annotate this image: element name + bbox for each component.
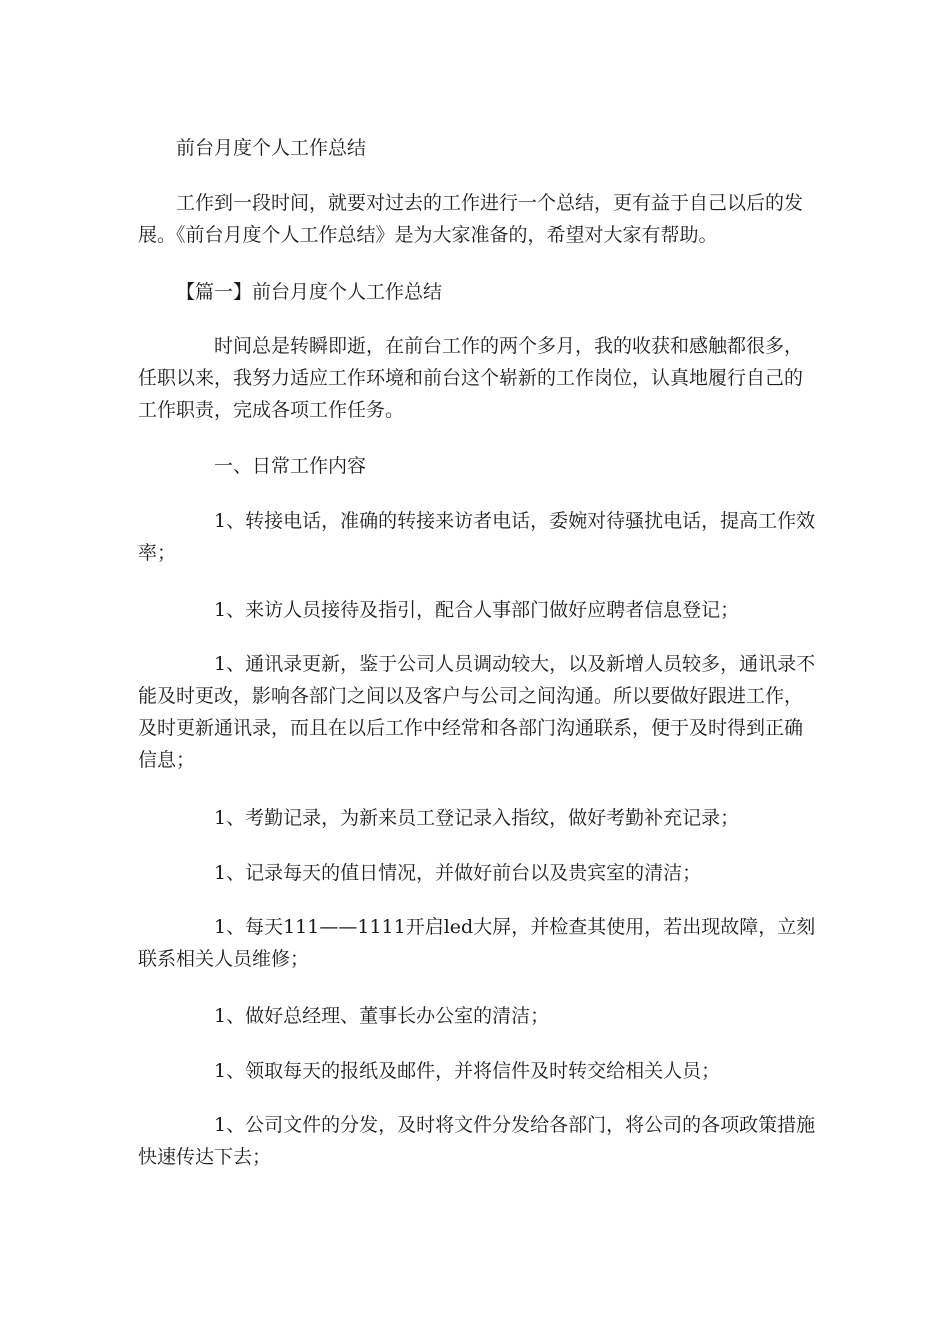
list-item: 1、转接电话，准确的转接来访者电话，委婉对待骚扰电话，提高工作效率； <box>138 510 816 564</box>
list-item: 1、做好总经理、董事长办公室的清洁； <box>214 1005 550 1027</box>
opening-paragraph: 时间总是转瞬即逝，在前台工作的两个多月，我的收获和感触都很多，任职以来，我努力适应工作环境和前台这个崭新的工作岗位，认真地履行自己的工作职责，完成各项工作任务。 <box>138 335 804 421</box>
list-item: 1、考勤记录，为新来员工登记录入指纹，做好考勤补充记录； <box>214 807 740 829</box>
subheading: 一、日常工作内容 <box>214 455 367 477</box>
section-heading: 【篇一】前台月度个人工作总结 <box>176 281 443 303</box>
list-item: 1、通讯录更新，鉴于公司人员调动较大，以及新增人员较多，通讯录不能及时更改，影响各部门之间以及客户与公司之间沟通。所以要做好跟进工作，及时更新通讯录，而且在以后工作中经常和各部门沟通联系，便于及时得到正确信息； <box>138 653 816 771</box>
list-item: 1、每天111——1111开启led大屏，并检查其使用，若出现故障，立刻联系相关人员维修； <box>138 916 816 970</box>
document-title: 前台月度个人工作总结 <box>176 137 367 159</box>
list-item: 1、公司文件的分发，及时将文件分发给各部门，将公司的各项政策措施快速传达下去； <box>138 1114 816 1168</box>
document-page <box>138 0 820 1344</box>
list-item: 1、领取每天的报纸及邮件，并将信件及时转交给相关人员； <box>214 1060 721 1082</box>
intro-paragraph: 工作到一段时间，就要对过去的工作进行一个总结，更有益于自己以后的发展。《前台月度个人工作总结》是为大家准备的，希望对大家有帮助。 <box>138 192 804 246</box>
list-item: 1、来访人员接待及指引，配合人事部门做好应聘者信息登记； <box>214 599 740 621</box>
list-item: 1、记录每天的值日情况，并做好前台以及贵宾室的清洁； <box>214 862 702 884</box>
